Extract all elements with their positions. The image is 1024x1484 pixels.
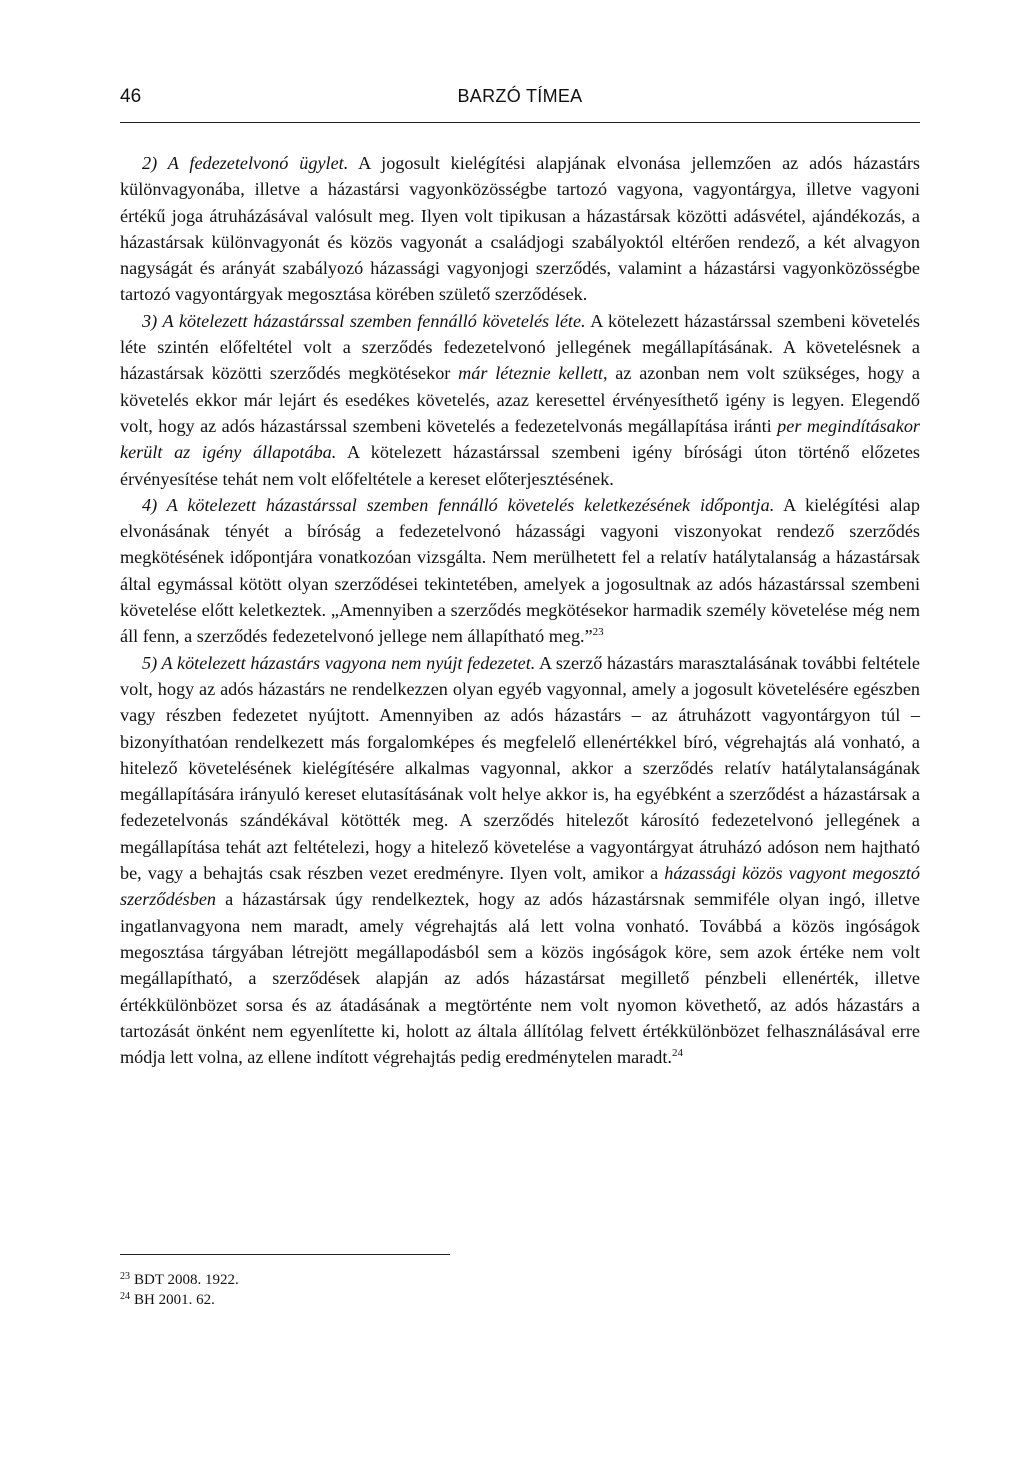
footnote-number: 23 xyxy=(120,1271,130,1282)
header-rule xyxy=(120,122,920,123)
footnote-item xyxy=(120,1290,920,1310)
paragraph-text: A kielégítési alap elvonásának tényét a bíróság a fedezetelvonó házassági vagyoni viszonyokat rendező szerződés megkötésének időpontjára vonatkozóan vizsgálta. Nem merülhetett fel a relatív hatálytalanság a házastársak által egymással kötött olyan szerződései tekintetében, amelyek a jogosultnak az adós házastárssal szembeni követelése előtt keletkeztek. „Amennyiben a szerződés megkötésekor harmadik személy követelése még nem áll fenn, a szerződés fedezetelvonó jellege nem állapítható meg.” xyxy=(120,494,920,647)
footnote-rule xyxy=(120,1254,450,1255)
paragraph-heading: 2) A fedezetelvonó ügylet. xyxy=(142,153,349,173)
paragraph-heading: 5) A kötelezett házastárs vagyona nem nyújt fedezetet. xyxy=(142,652,536,673)
emphasis: már léteznie kellett, xyxy=(458,363,608,384)
footnote-text: BH 2001. 62. xyxy=(134,1292,215,1308)
body-text xyxy=(120,150,920,1070)
paragraph-text: A kötelezett házastárssal szembeni követelés léte szintén előfeltétel volt a szerződés fedezetelvonó jellegének megállapításának. A követelésnek a házastársak közötti szerződés megkötésekor xyxy=(120,310,920,384)
running-head: BARZÓ TÍMEA xyxy=(457,86,583,106)
emphasis: házassági közös vagyont megosztó szerződésben xyxy=(120,863,920,910)
footnotes xyxy=(120,1270,920,1310)
page-number: 46 xyxy=(120,86,142,107)
footnote-item xyxy=(120,1270,920,1290)
paragraph-text: A szerző házastárs marasztalásának további feltétele volt, hogy az adós házastárs ne rendelkezzen olyan egyéb vagyonnal, amely a jogosult követelésére egészben vagy részben fedezetet nyújtott. Amennyiben az adós házastárs – az átruházott vagyontárgyon túl – bizonyíthatóan rendelkezett más forgalomképes és megfelelő ellenértékkel bíró, végrehajtás alá vonható, a hitelező követelésének kielégítésére alkalmas vagyonnal, akkor a szerződés relatív hatálytalanságának megállapítására irányuló kereset elutasításának volt helye akkor is, ha egyébként a szerződést a házastársak a fedezetelvonás szándékával kötötték meg. A szerződés hitelezőt károsító fedezetelvonó jellegének a megállapítása tehát azt feltételezi, hogy a hitelező követelése a vagyontárgyat átruházó adóson nem hajtható be, vagy a behajtás csak részben vezet eredményre. Ilyen volt, amikor a xyxy=(120,652,920,884)
paragraph-3 xyxy=(120,308,920,492)
paragraph-2 xyxy=(120,150,920,308)
footnote-ref[interactable]: 23 xyxy=(592,626,604,639)
paragraph-heading: 4) A kötelezett házastárssal szemben fennálló követelés keletkezésének időpontja. xyxy=(142,494,775,515)
footnote-ref[interactable]: 24 xyxy=(671,1047,683,1060)
paragraph-text: A kötelezett házastárssal szembeni igény bírósági úton történő előzetes érvényesítése tehát nem volt előfeltétele a kereset előterjesztésének. xyxy=(120,442,920,489)
paragraph-4 xyxy=(120,492,920,650)
footnote-number: 24 xyxy=(120,1291,130,1302)
footnote-text: BDT 2008. 1922. xyxy=(134,1272,239,1288)
paragraph-heading: 3) A kötelezett házastárssal szemben fennálló követelés léte. xyxy=(142,310,586,331)
paragraph-text: az azonban nem volt szükséges, hogy a követelés ekkor már lejárt és esedékes követelés, azaz keresettel érvényesíthető igény is legyen. Elegendő volt, hogy az adós házastárssal szembeni követelés a fedezetelvonás megállapítása iránti xyxy=(120,363,920,436)
paragraph-text: A jogosult kielégítési alapjának elvonása jellemzően az adós házastárs különvagyonába, illetve a házastársi vagyonközösségbe tartozó vagyona, vagyontárgya, illetve vagyoni értékű joga átruházásával valósult meg. Ilyen volt tipikusan a házastársak közötti adásvétel, ajándékozás, a házastársak különvagyonát és közös vagyonát a családjogi szabályoktól eltérően rendező, a két alvagyon nagyságát és arányát szabályozó házassági vagyonjogi szerződés, valamint a házastársi vagyonközösségbe tartozó vagyontárgyak megosztása körében születő szerződések. xyxy=(120,153,920,305)
emphasis: per megindításakor került az igény állapotába. xyxy=(120,415,920,463)
paragraph-5 xyxy=(120,650,920,1071)
page-header xyxy=(120,86,920,116)
paragraph-text: a házastársak úgy rendelkeztek, hogy az adós házastársnak semmiféle olyan ingó, illetve ingatlanvagyona nem maradt, amely végrehajtás alá lett volna vonható. Továbbá a közös ingóságok megosztása tárgyában létrejött megállapodásból sem a közös ingóságok köre, sem azok értéke nem volt megállapítható, a szerződések alapján az adós házastársat megillető pénzbeli ellenérték, illetve értékkülönbözet sorsa és az átadásának a megtörténte nem volt nyomon követhető, az adós házastárs a tartozását önként nem egyenlítette ki, holott az általa állítólag felvett értékkülönbözet felhasználásával erre módja lett volna, az ellene indított végrehajtás pedig eredménytelen maradt. xyxy=(120,889,920,1068)
